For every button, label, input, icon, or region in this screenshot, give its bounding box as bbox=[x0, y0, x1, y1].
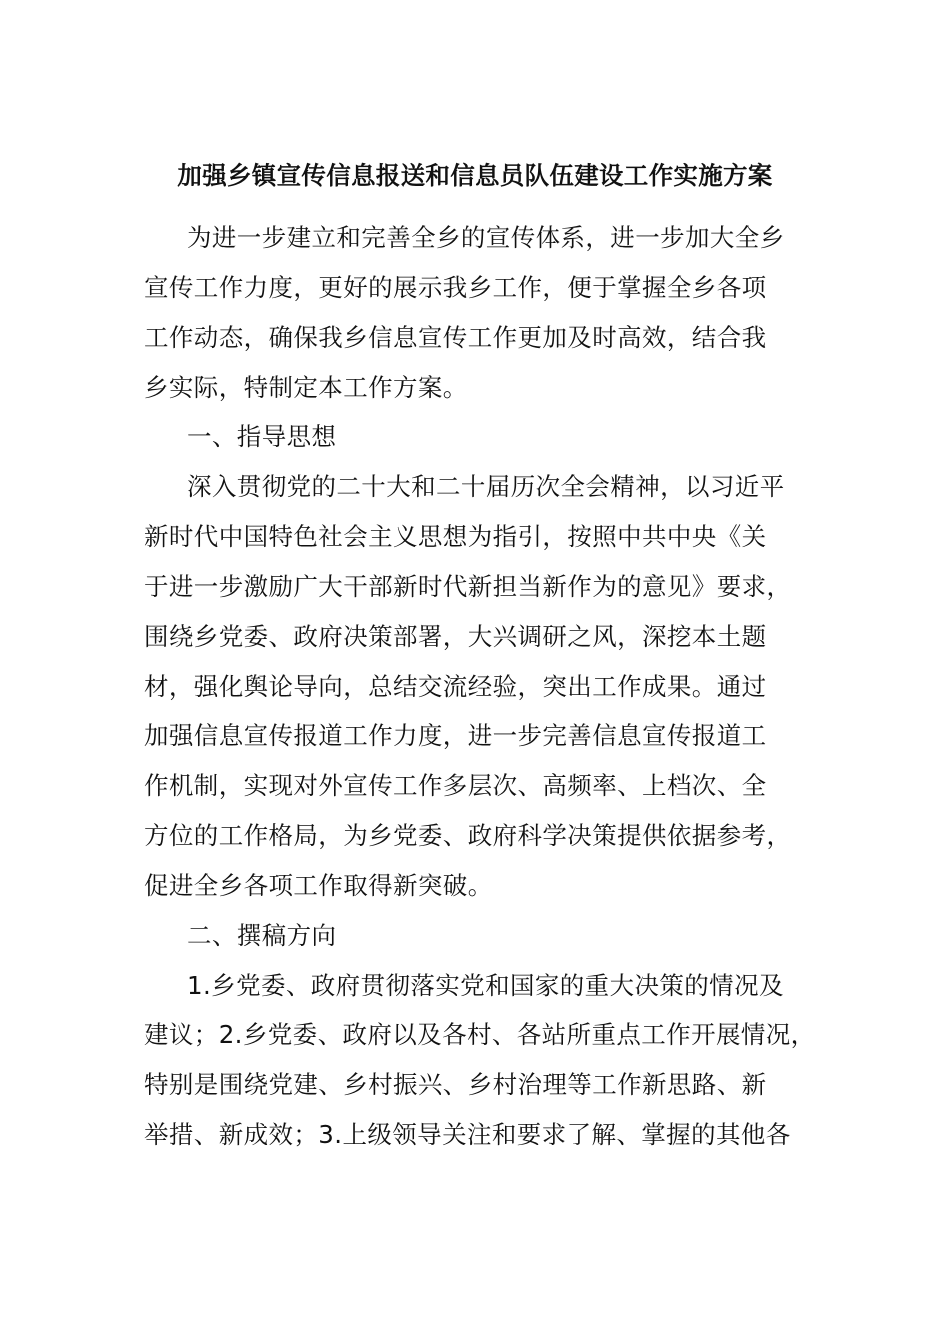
section-heading: 二、撰稿方向 bbox=[187, 921, 337, 950]
paragraph-line: 宣传工作力度，更好的展示我乡工作，便于掌握全乡各项 bbox=[144, 273, 767, 302]
paragraph-line: 围绕乡党委、政府决策部署，大兴调研之风，深挖本土题 bbox=[144, 622, 767, 651]
document-title: 加强乡镇宣传信息报送和信息员队伍建设工作实施方案 bbox=[177, 161, 773, 190]
section-heading: 一、指导思想 bbox=[187, 422, 337, 451]
paragraph-line: 特别是围绕党建、乡村振兴、乡村治理等工作新思路、新 bbox=[144, 1070, 767, 1099]
paragraph-line: 材，强化舆论导向，总结交流经验，突出工作成果。通过 bbox=[144, 672, 767, 701]
paragraph-line: 为进一步建立和完善全乡的宣传体系，进一步加大全乡 bbox=[187, 223, 785, 252]
paragraph-line: 建议；2.乡党委、政府以及各村、各站所重点工作开展情况， bbox=[144, 1020, 816, 1049]
paragraph-line: 作机制，实现对外宣传工作多层次、高频率、上档次、全 bbox=[144, 771, 767, 800]
paragraph-line: 工作动态，确保我乡信息宣传工作更加及时高效，结合我 bbox=[144, 323, 767, 352]
paragraph-line: 促进全乡各项工作取得新突破。 bbox=[144, 871, 493, 900]
paragraph-line: 乡实际，特制定本工作方案。 bbox=[144, 373, 468, 402]
paragraph-line: 新时代中国特色社会主义思想为指引，按照中共中央《关 bbox=[144, 522, 767, 551]
paragraph-line: 1.乡党委、政府贯彻落实党和国家的重大决策的情况及 bbox=[187, 971, 784, 1000]
paragraph-line: 于进一步激励广大干部新时代新担当新作为的意见》要求， bbox=[144, 572, 792, 601]
paragraph-line: 加强信息宣传报道工作力度，进一步完善信息宣传报道工 bbox=[144, 721, 767, 750]
paragraph-line: 深入贯彻党的二十大和二十届历次全会精神，以习近平 bbox=[187, 472, 785, 501]
paragraph-line: 举措、新成效；3.上级领导关注和要求了解、掌握的其他各 bbox=[144, 1120, 791, 1149]
paragraph-line: 方位的工作格局，为乡党委、政府科学决策提供依据参考， bbox=[144, 821, 792, 850]
